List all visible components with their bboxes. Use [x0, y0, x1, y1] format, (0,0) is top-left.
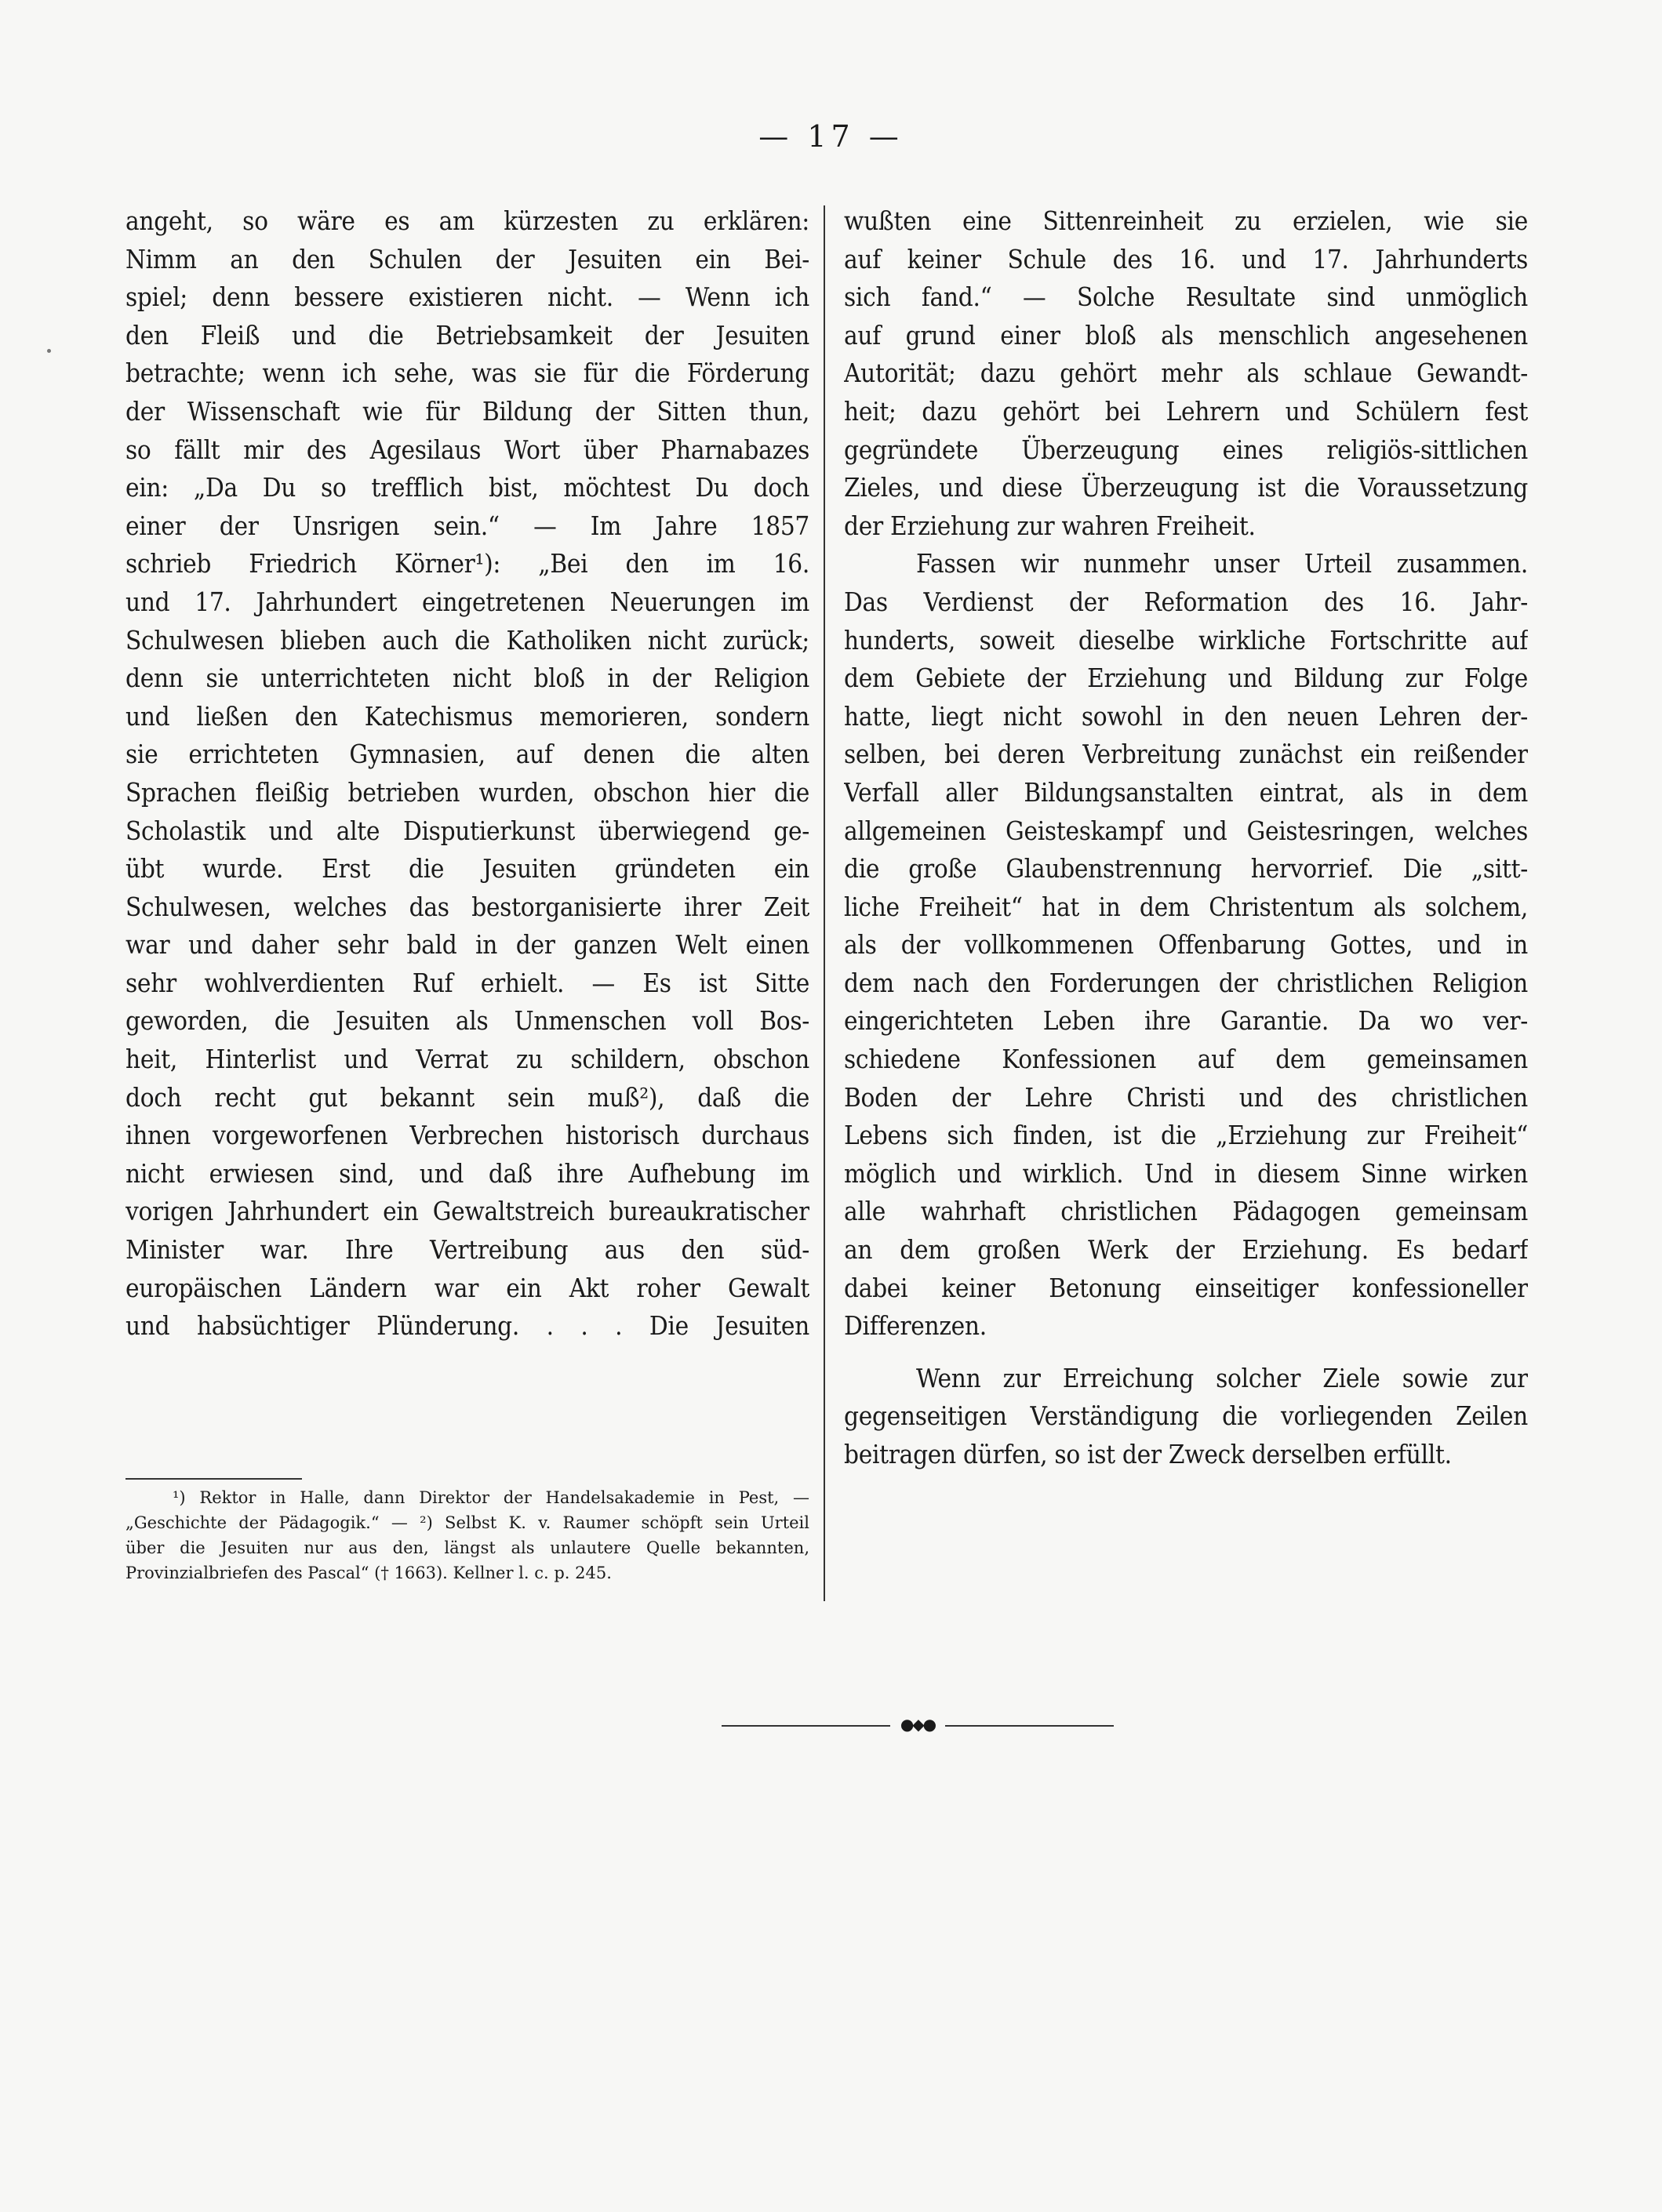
text-line: gegründete Überzeugung eines religiös-sittlichen — [844, 434, 1528, 465]
text-line: die große Glaubenstrennung hervorrief. Die „sitt- — [844, 853, 1528, 884]
column-divider — [824, 205, 825, 1601]
text-line: Lebens sich finden, ist die „Erziehung zur Freiheit“ — [844, 1120, 1528, 1151]
text-line: einer der Unsrigen sein.“ — Im Jahre 1857 — [125, 510, 809, 541]
text-line: heit; dazu gehört bei Lehrern und Schülern fest — [844, 395, 1528, 427]
text-line: ein: „Da Du so trefflich bist, möchtest Du doch — [125, 472, 809, 503]
text-line: doch recht gut bekannt sein muß²), daß die — [125, 1081, 809, 1113]
text-line: so fällt mir des Agesilaus Wort über Pharnabazes — [125, 434, 809, 465]
text-line: betrachte; wenn ich sehe, was sie für die Förderung — [125, 358, 809, 389]
text-line: sie errichteten Gymnasien, auf denen die alten — [125, 739, 809, 770]
text-line: Minister war. Ihre Vertreibung aus den süd- — [125, 1234, 809, 1266]
text-line: und habsüchtiger Plünderung. . . . Die Jesuiten — [125, 1310, 809, 1342]
margin-mark — [47, 349, 51, 353]
page-number: — 17 — — [758, 119, 904, 154]
text-line: Differenzen. — [844, 1310, 987, 1342]
text-line: Fassen wir nunmehr unser Urteil zusammen. — [916, 548, 1528, 579]
text-line: selben, bei deren Verbreitung zunächst ein reißender — [844, 739, 1528, 770]
text-line: an dem großen Werk der Erziehung. Es bedarf — [844, 1234, 1528, 1266]
text-line: Verfall aller Bildungsanstalten eintrat, als in dem — [844, 776, 1528, 808]
text-line: Scholastik und alte Disputierkunst überwiegend ge- — [125, 815, 809, 846]
text-line: Wenn zur Erreichung solcher Ziele sowie zur — [916, 1362, 1528, 1393]
ornament-rule-left — [722, 1725, 890, 1727]
text-line: nicht erwiesen sind, und daß ihre Aufhebung im — [125, 1157, 809, 1189]
text-line: auf keiner Schule des 16. und 17. Jahrhunderts — [844, 243, 1528, 274]
text-line: Schulwesen blieben auch die Katholiken nicht zurück; — [125, 624, 809, 656]
text-line: hatte, liegt nicht sowohl in den neuen Lehren der- — [844, 700, 1528, 732]
text-line: sehr wohlverdienten Ruf erhielt. — Es ist Sitte — [125, 967, 809, 998]
text-line: gegenseitigen Verständigung die vorliegenden Zeilen — [844, 1400, 1528, 1432]
text-line: war und daher sehr bald in der ganzen Welt einen — [125, 929, 809, 961]
text-line: wußten eine Sittenreinheit zu erzielen, wie sie — [844, 205, 1528, 236]
text-line: alle wahrhaft christlichen Pädagogen gemeinsam — [844, 1196, 1528, 1227]
left-column — [125, 202, 809, 1346]
footnote-line: über die Jesuiten nur aus den, längst als unlautere Quelle bekannten, — [125, 1538, 809, 1557]
text-line: dem nach den Forderungen der christlichen Religion — [844, 967, 1528, 998]
text-line: möglich und wirklich. Und in diesem Sinne wirken — [844, 1157, 1528, 1189]
text-line: allgemeinen Geisteskampf und Geistesringen, welches — [844, 815, 1528, 846]
text-line: hunderts, soweit dieselbe wirkliche Fortschritte auf — [844, 624, 1528, 656]
text-line: europäischen Ländern war ein Akt roher Gewalt — [125, 1272, 809, 1303]
text-line: und ließen den Katechismus memorieren, sondern — [125, 700, 809, 732]
text-line: angeht, so wäre es am kürzesten zu erklären: — [125, 205, 809, 236]
text-line: Nimm an den Schulen der Jesuiten ein Bei- — [125, 243, 809, 274]
footnote-line: „Geschichte der Pädagogik.“ — ²) Selbst K. v. Raumer schöpft sein Urteil — [125, 1513, 809, 1532]
text-line: heit, Hinterlist und Verrat zu schildern, obschon — [125, 1044, 809, 1075]
text-line: eingerichteten Leben ihre Garantie. Da wo ver- — [844, 1005, 1528, 1037]
text-line: beitragen dürfen, so ist der Zweck derselben erfüllt. — [844, 1439, 1452, 1469]
text-line: und 17. Jahrhundert eingetretenen Neuerungen im — [125, 586, 809, 617]
text-line: den Fleiß und die Betriebsamkeit der Jesuiten — [125, 319, 809, 351]
footnotes — [125, 1485, 809, 1585]
text-line: schrieb Friedrich Körner¹): „Bei den im 16. — [125, 548, 809, 579]
text-line: der Erziehung zur wahren Freiheit. — [844, 510, 1256, 541]
ornament-rule-right — [945, 1725, 1114, 1727]
text-line: vorigen Jahrhundert ein Gewaltstreich bureaukratischer — [125, 1196, 809, 1227]
text-line: schiedene Konfessionen auf dem gemeinsamen — [844, 1044, 1528, 1075]
text-line: spiel; denn bessere existieren nicht. — Wenn ich — [125, 281, 809, 313]
text-line: Zieles, und diese Überzeugung ist die Voraussetzung — [844, 472, 1528, 503]
text-line: Schulwesen, welches das bestorganisierte ihrer Zeit — [125, 891, 809, 922]
ornament-glyph-icon: ●◆● — [900, 1715, 936, 1734]
text-line: Boden der Lehre Christi und des christlichen — [844, 1081, 1528, 1113]
text-line: auf grund einer bloß als menschlich angesehenen — [844, 319, 1528, 351]
text-line: denn sie unterrichteten nicht bloß in der Religion — [125, 663, 809, 694]
text-line: liche Freiheit“ hat in dem Christentum als solchem, — [844, 891, 1528, 922]
footnote-rule — [125, 1478, 302, 1480]
text-line: sich fand.“ — Solche Resultate sind unmöglich — [844, 281, 1528, 313]
end-ornament — [722, 1715, 1114, 1734]
text-line: übt wurde. Erst die Jesuiten gründeten ein — [125, 853, 809, 884]
text-line: der Wissenschaft wie für Bildung der Sitten thun, — [125, 395, 809, 427]
text-line: dabei keiner Betonung einseitiger konfessioneller — [844, 1272, 1528, 1303]
right-column — [844, 202, 1528, 1474]
text-line: Das Verdienst der Reformation des 16. Jahr- — [844, 586, 1528, 617]
text-line: Autorität; dazu gehört mehr als schlaue Gewandt- — [844, 358, 1528, 389]
text-line: Sprachen fleißig betrieben wurden, obschon hier die — [125, 776, 809, 808]
text-line: als der vollkommenen Offenbarung Gottes, und in — [844, 929, 1528, 961]
text-line: dem Gebiete der Erziehung und Bildung zur Folge — [844, 663, 1528, 694]
footnote-line: ¹) Rektor in Halle, dann Direktor der Handelsakademie in Pest, — — [173, 1488, 809, 1507]
text-line: ihnen vorgeworfenen Verbrechen historisch durchaus — [125, 1120, 809, 1151]
footnote-line: Provinzialbriefen des Pascal“ († 1663). Kellner l. c. p. 245. — [125, 1564, 612, 1582]
text-line: geworden, die Jesuiten als Unmenschen voll Bos- — [125, 1005, 809, 1037]
